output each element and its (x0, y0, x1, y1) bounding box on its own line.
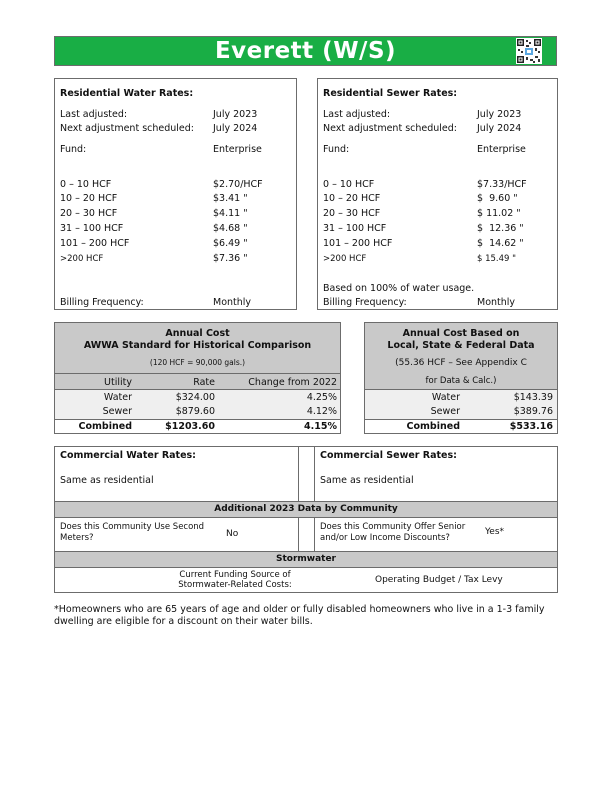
water-tier-range: 20 – 30 HCF (60, 208, 118, 219)
sewer-next-adjustment: July 2024 (477, 123, 522, 134)
senior-discount-question: Does this Community Offer Senior and/or Low Income Discounts? (320, 522, 466, 543)
sewer-tier-rate: $ 14.62 " (477, 238, 524, 249)
water-tier-range: 101 – 200 HCF (60, 238, 130, 249)
awwa-row-change: 4.12% (306, 406, 337, 417)
local-row-utility: Water (431, 392, 460, 403)
sewer-tier-range: 31 – 100 HCF (323, 223, 387, 234)
sewer-tier-range: 20 – 30 HCF (323, 208, 381, 219)
additional-heading: Additional 2023 Data by Community (214, 504, 398, 514)
awwa-col-rate: Rate (193, 377, 215, 388)
local-row-rate: $389.76 (513, 406, 553, 417)
water-tier-rate: $6.49 " (213, 238, 248, 249)
awwa-row-rate: $879.60 (175, 406, 215, 417)
local-title-line2: Local, State & Federal Data (387, 340, 535, 351)
local-combined-label: Combined (406, 421, 460, 432)
senior-discount-answer: Yes* (485, 527, 505, 537)
sewer-tier-rate: $ 9.60 " (477, 193, 518, 204)
local-annual-cost-table (364, 322, 558, 434)
local-subtitle-line2: for Data & Calc.) (425, 376, 497, 386)
water-tier-range: 31 – 100 HCF (60, 223, 124, 234)
awwa-subtitle: (120 HCF = 90,000 gals.) (149, 358, 246, 367)
sewer-next-adjustment-label: Next adjustment scheduled: (323, 123, 458, 134)
sewer-tier-range: 101 – 200 HCF (323, 238, 393, 249)
sewer-tier-rate: $7.33/HCF (477, 179, 527, 190)
water-last-adjusted-label: Last adjusted: (60, 109, 128, 120)
awwa-title-line1: Annual Cost (165, 328, 230, 339)
sewer-fund-label: Fund: (323, 144, 350, 155)
water-next-adjustment: July 2024 (213, 123, 258, 134)
commercial-sewer-text: Same as residential (320, 475, 414, 486)
stormwater-funding-label: Current Funding Source of Stormwater-Related Costs: (178, 570, 292, 590)
local-combined-rate: $533.16 (509, 421, 553, 432)
sewer-heading: Residential Sewer Rates: (323, 88, 458, 99)
sewer-last-adjusted: July 2023 (477, 109, 522, 120)
water-tier-rate: $3.41 " (213, 193, 248, 204)
water-billing: Monthly (213, 297, 252, 308)
page-title: Everett (W/S) (214, 38, 397, 64)
local-row-rate: $143.39 (513, 392, 553, 403)
commercial-water-heading: Commercial Water Rates: (60, 450, 196, 461)
sewer-tier-rate: $ 11.02 " (477, 208, 521, 219)
awwa-annual-cost-table (54, 322, 341, 434)
sewer-tier-range: 10 – 20 HCF (323, 193, 381, 204)
sewer-tier-range: 0 – 10 HCF (323, 179, 375, 190)
water-fund: Enterprise (213, 144, 262, 155)
water-last-adjusted: July 2023 (213, 109, 258, 120)
water-next-adjustment-label: Next adjustment scheduled: (60, 123, 195, 134)
awwa-row-rate: $324.00 (175, 392, 215, 403)
awwa-col-utility: Utility (104, 377, 132, 388)
water-tier-rate: $4.11 " (213, 208, 248, 219)
footnote: *Homeowners who are 65 years of age and older or fully disabled homeowners who live in a 1-3 family dwelling are eligible for a discount on their water bills. (54, 604, 545, 627)
sewer-tier-range: >200 HCF (323, 254, 367, 264)
water-tier-range: 10 – 20 HCF (60, 193, 118, 204)
second-meters-answer: No (226, 529, 239, 539)
water-tier-rate: $4.68 " (213, 223, 248, 234)
water-billing-label: Billing Frequency: (60, 297, 144, 308)
stormwater-heading: Stormwater (275, 554, 337, 564)
awwa-combined-label: Combined (78, 421, 132, 432)
water-heading: Residential Water Rates: (60, 88, 194, 99)
title-banner (54, 36, 557, 66)
sewer-tier-rate: $ 12.36 " (477, 223, 524, 234)
water-tier-range: >200 HCF (60, 254, 104, 264)
water-tier-range: 0 – 10 HCF (60, 179, 112, 190)
awwa-title-line2: AWWA Standard for Historical Comparison (83, 340, 312, 351)
sewer-billing: Monthly (477, 297, 516, 308)
commercial-sewer-heading: Commercial Sewer Rates: (320, 450, 457, 461)
local-row-utility: Sewer (430, 406, 460, 417)
sewer-note: Based on 100% of water usage. (323, 283, 475, 294)
stormwater-funding-value: Operating Budget / Tax Levy (375, 575, 503, 585)
local-title-line1: Annual Cost Based on (402, 328, 520, 339)
sewer-fund: Enterprise (477, 144, 526, 155)
qr-code-icon (516, 38, 542, 64)
residential-sewer-box (317, 78, 558, 310)
commercial-water-text: Same as residential (60, 475, 154, 486)
awwa-col-change: Change from 2022 (248, 377, 337, 388)
second-meters-question: Does this Community Use Second Meters? (60, 522, 205, 543)
sewer-last-adjusted-label: Last adjusted: (323, 109, 391, 120)
awwa-combined-rate: $1203.60 (165, 421, 215, 432)
commercial-block (54, 446, 558, 593)
water-fund-label: Fund: (60, 144, 87, 155)
awwa-row-utility: Water (103, 392, 132, 403)
awwa-combined-change: 4.15% (304, 421, 337, 432)
sewer-tier-rate: $ 15.49 " (477, 254, 517, 264)
awwa-row-change: 4.25% (306, 392, 337, 403)
sewer-billing-label: Billing Frequency: (323, 297, 407, 308)
water-tier-rate: $2.70/HCF (213, 179, 263, 190)
local-subtitle-line1: (55.36 HCF – See Appendix C (395, 358, 527, 368)
awwa-row-utility: Sewer (102, 406, 132, 417)
residential-water-box (54, 78, 297, 310)
water-tier-rate: $7.36 " (213, 253, 248, 264)
